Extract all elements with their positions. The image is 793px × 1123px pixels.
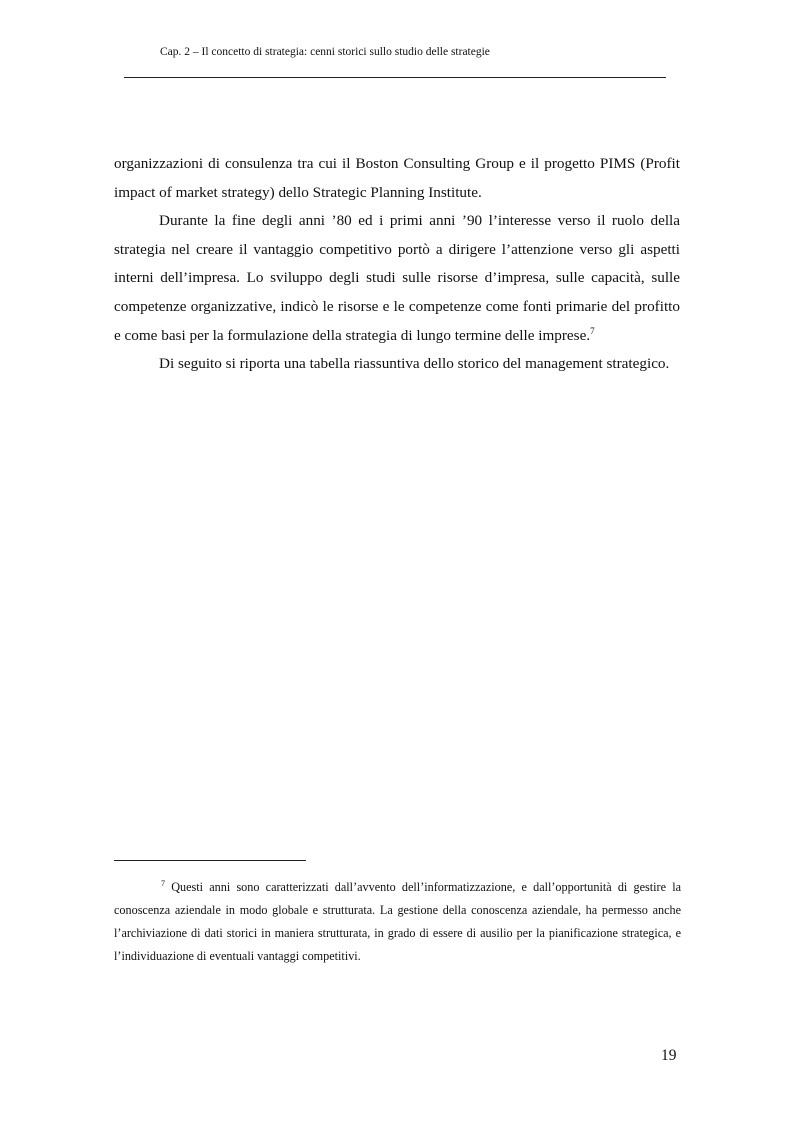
paragraph [114, 207, 680, 350]
paragraph-2-text: Durante la fine degli anni ’80 ed i primi anni ’90 l’interesse verso il ruolo della strategia nel creare il vantaggio competitivo portò a dirigere l’attenzione verso gli aspetti interni dell’impresa. Lo sviluppo degli studi sulle risorse d’impresa, sulle capacità, sulle competenze organizzative, indicò le risorse e le competenze come fonti primarie del profitto e come basi per la formulazione della strategia di lungo termine delle imprese. [114, 212, 680, 344]
footnote-number: 7 [161, 879, 165, 888]
footnote-separator [114, 860, 306, 861]
page-number: 19 [661, 1047, 677, 1064]
paragraph-3-text: Di seguito si riporta una tabella riassuntiva dello storico del management strategico. [159, 355, 670, 373]
footnote-text: Questi anni sono caratterizzati dall’avvento dell’informatizzazione, e dall’opportunità di gestire la conoscenza aziendale in modo globale e strutturata. La gestione della conoscenza aziendale, ha permesso anche l’archiviazione di dati storici in maniera strutturata, in grado di essere di ausilio per la pianificazione strategica, e l’individuazione di eventuali vantaggi competitivi. [114, 880, 682, 963]
paragraph-continued [114, 150, 680, 207]
running-header: Cap. 2 – Il concetto di strategia: cenni storici sullo studio delle strategie [160, 46, 490, 58]
footnote-reference[interactable]: 7 [590, 325, 595, 336]
paragraph-1-text: organizzazioni di consulenza tra cui il Boston Consulting Group e il progetto PIMS (Profit impact of market strategy) dello Strategic Planning Institute. [114, 155, 680, 201]
header-rule [124, 77, 666, 78]
body-text [114, 150, 680, 379]
footnote [114, 876, 681, 968]
paragraph [114, 350, 680, 379]
